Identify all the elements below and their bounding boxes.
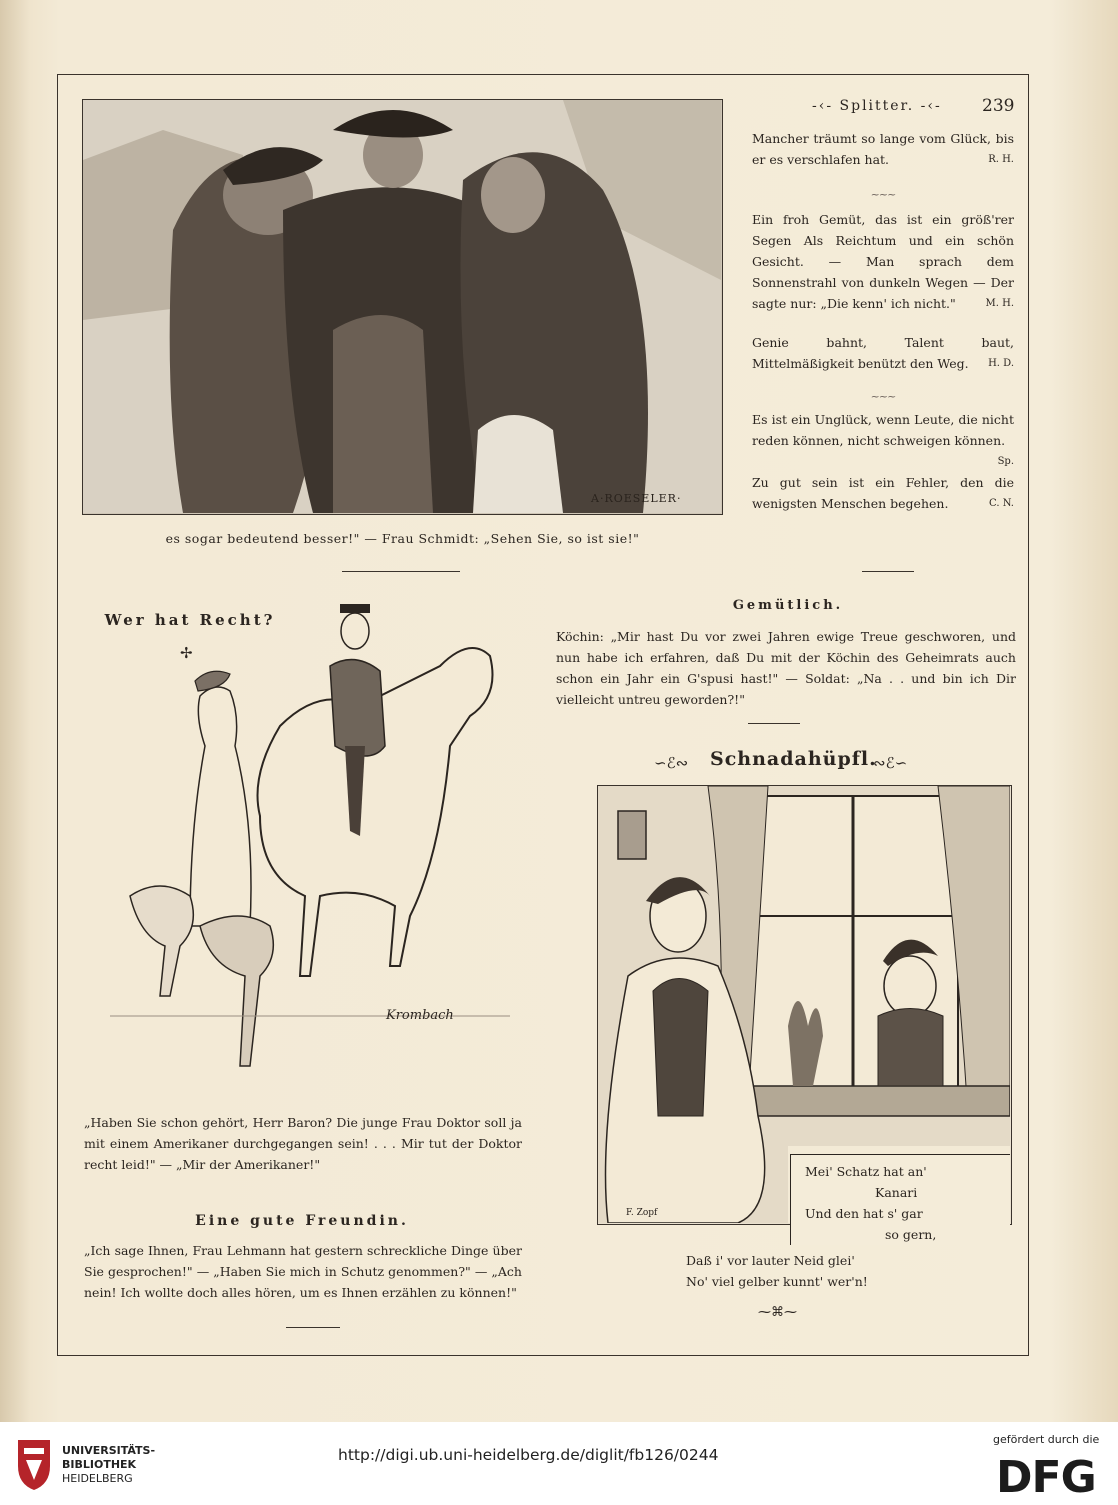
splitter-signature: M. H. — [985, 298, 1014, 309]
university-name — [62, 1444, 155, 1486]
divider — [286, 1327, 340, 1328]
rider-illustration-signature: Krombach — [386, 1008, 454, 1023]
splitter-column — [752, 128, 1014, 514]
wer-hat-recht-title: Wer hat Recht? — [104, 611, 276, 629]
schnadahuepfl-title: Schnadahüpfl. — [710, 748, 877, 770]
gute-freundin-text: „Ich sage Ihnen, Frau Lehmann hat gestern schreckliche Dinge über Sie gesprochen!" — „Haben Sie mich in Schutz genommen?" — „Ach nein! Ich wollte doch alles hören, um es Ihnen erzählen zu können!" — [84, 1243, 522, 1300]
splitter-text: Ein froh Gemüt, das ist ein größ'rer Segen Als Reichtum und ein schön Gesicht. — Man sprach dem Sonnenstrahl von dunkeln Wegen — Der sagte nur: „Die kenn' ich nicht." — [752, 212, 1014, 311]
university-logo-icon — [14, 1436, 54, 1492]
ornament-icon: ✢ — [180, 644, 193, 662]
wave-mark: ~~~ — [870, 390, 896, 403]
poem-line: Kanari — [875, 1185, 918, 1200]
top-illustration-caption: es sogar bedeutend besser!" — Frau Schmidt: „Sehen Sie, so ist sie!" — [165, 531, 640, 546]
end-ornament-icon: ⁓⌘⁓ — [758, 1305, 797, 1320]
splitter-signature: Sp. — [997, 456, 1014, 467]
gemuetlich-text: Köchin: „Mir hast Du vor zwei Jahren ewige Treue geschworen, und nun habe ich erfahren, daß Du mit der Köchin des Geheimrats auch schon ein Jahr ein G'spusi hast!" — Soldat: „Na . . und bin ich Dir vielleicht untreu geworden?!" — [556, 629, 1016, 707]
ornament-right-icon: ∾ℰ∽ — [873, 754, 908, 772]
university-name-line: HEIDELBERG — [62, 1472, 133, 1485]
splitter-item — [752, 209, 1014, 314]
divider — [862, 571, 914, 572]
university-name-line: BIBLIOTHEK — [62, 1458, 137, 1471]
running-title: -‹- Splitter. -‹- — [812, 98, 942, 114]
dfg-label: gefördert durch die — [993, 1433, 1100, 1446]
divider — [748, 723, 800, 724]
poem-line: so gern, — [885, 1227, 937, 1242]
wer-hat-recht-text: „Haben Sie schon gehört, Herr Baron? Die junge Frau Doktor soll ja mit einem Amerikaner durchgegangen sein! . . . Mir tut der Doktor recht leid!" — „Mir der Amerikaner!" — [84, 1115, 522, 1172]
splitter-signature: H. D. — [988, 358, 1014, 369]
poem-line: Mei' Schatz hat an' — [805, 1164, 927, 1179]
poem-box — [790, 1154, 1010, 1245]
splitter-text: Mancher träumt so lange vom Glück, bis er es verschlafen hat. — [752, 131, 1014, 167]
poem-line: Und den hat s' gar — [805, 1206, 923, 1221]
dfg-logo: DFG — [996, 1452, 1096, 1503]
splitter-item — [752, 128, 1014, 170]
poem-line: No' viel gelber kunnt' wer'n! — [686, 1274, 868, 1289]
ornament-left-icon: ∽ℰ∾ — [654, 754, 689, 772]
rider-illustration — [110, 596, 510, 1096]
wave-mark: ~~~ — [870, 188, 896, 201]
splitter-item — [752, 409, 1014, 467]
gute-freundin-title: Eine gute Freundin. — [195, 1213, 409, 1229]
window-illustration-signature: F. Zopf — [626, 1208, 658, 1218]
splitter-text: Es ist ein Unglück, wenn Leute, die nicht reden können, nicht schweigen können. — [752, 412, 1014, 448]
page-number: 239 — [982, 96, 1015, 116]
top-illustration-signature: A·ROESELER· — [591, 492, 682, 505]
top-illustration — [82, 99, 723, 515]
source-url[interactable]: http://digi.ub.uni-heidelberg.de/diglit/fb126/0244 — [338, 1446, 719, 1464]
poem-line: Daß i' vor lauter Neid glei' — [686, 1253, 855, 1268]
splitter-signature: C. N. — [989, 498, 1014, 509]
university-name-line: UNIVERSITÄTS- — [62, 1444, 156, 1457]
divider — [342, 571, 460, 572]
poem-tail — [686, 1250, 946, 1292]
gemuetlich-title: Gemütlich. — [732, 598, 844, 613]
splitter-item — [752, 332, 1014, 374]
splitter-signature: R. H. — [988, 154, 1014, 165]
splitter-text: Genie bahnt, Talent baut, Mittelmäßigkeit benützt den Weg. — [752, 335, 1014, 371]
splitter-item — [752, 472, 1014, 514]
splitter-text: Zu gut sein ist ein Fehler, den die wenigsten Menschen begehen. — [752, 475, 1014, 511]
